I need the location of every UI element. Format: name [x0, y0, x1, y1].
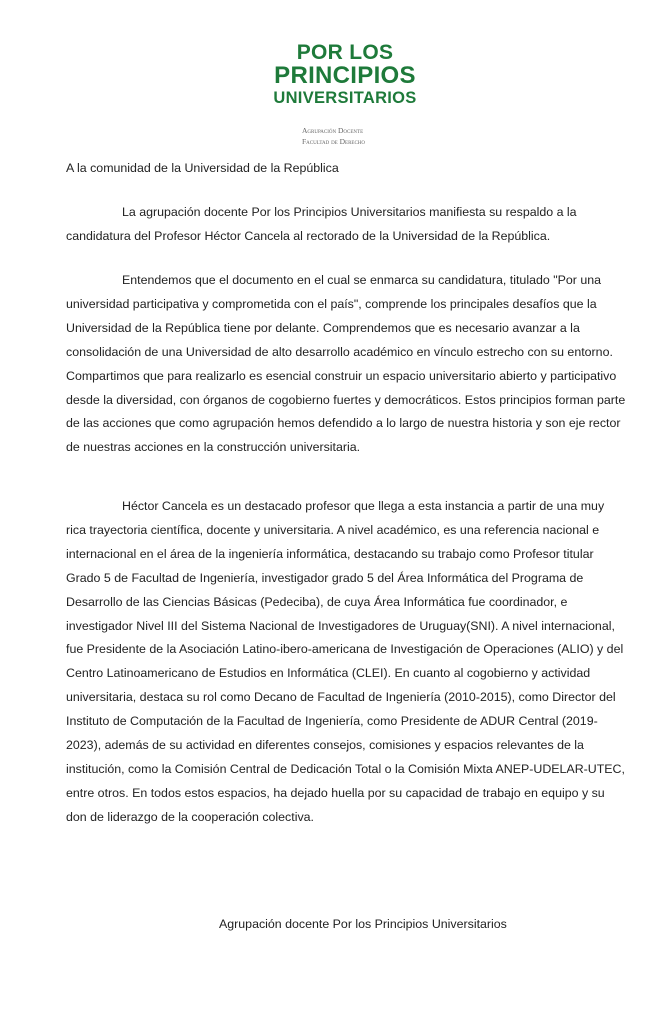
signature: Agrupación docente Por los Principios Universitarios: [219, 917, 507, 931]
greeting: A la comunidad de la Universidad de la República: [66, 161, 339, 175]
logo-subtitle-2: Facultad de Derecho: [302, 136, 366, 146]
logo-subtitle: [302, 126, 392, 148]
paragraph-2-text: Entendemos que el documento en el cual se enmarca su candidatura, titulado "Por una universidad participativa y comprometida con el país", comprende los principales desafíos que la Universidad de la República tiene por delante. Comprendemos que es necesario avanzar a la consolidación de una Universidad de alto desarrollo académico en vínculo estrecho con su entorno. Compartimos que para realizarlo es esencial construir un espacio universitario abierto y participativo desde la diversidad, con órganos de cogobierno fuertes y democráticos. Estos principios forman parte de las acciones que como agrupación hemos defendido a lo largo de nuestra historia y son eje rector de nuestras acciones en la construcción universitaria.: [66, 273, 626, 455]
paragraph-3: [66, 495, 626, 830]
logo-subtitle-1: Agrupación Docente: [302, 126, 364, 135]
paragraph-2: [66, 269, 626, 460]
paragraph-3-text: Héctor Cancela es un destacado profesor que llega a esta instancia a partir de una muy rica trayectoria científica, docente y universitaria. A nivel académico, es una referencia nacional e internacional en el área de la ingeniería informática, destacando su trabajo como Profesor titular Grado 5 de Facultad de Ingeniería, investigador grado 5 del Área Informática del Programa de Desarrollo de las Ciencias Básicas (Pedeciba), de cuya Área Informática fue coordinador, e investigador Nivel III del Sistema Nacional de Investigadores de Uruguay(SNI). A nivel internacional, fue Presidente de la Asociación Latino-ibero-americana de Investigación de Operaciones (ALIO) y del Centro Latinoamericano de Estudios en Informática (CLEI). En cuanto al cogobierno y actividad universitaria, destaca su rol como Decano de Facultad de Ingeniería (2010-2015), como Director del Instituto de Computación de la Facultad de Ingeniería, como Presidente de ADUR Central (2019-2023), además de su actividad en diferentes consejos, comisiones y espacios relevantes de la institución, como la Comisión Central de Dedicación Total o la Comisión Mixta ANEP-UDELAR-UTEC, entre otros. En todos estos espacios, ha dejado huella por su capacidad de trabajo en equipo y su don de liderazgo de la cooperación colectiva.: [66, 499, 625, 824]
paragraph-1-text: La agrupación docente Por los Principios Universitarios manifiesta su respaldo a la candidatura del Profesor Héctor Cancela al rectorado de la Universidad de la República.: [66, 205, 577, 243]
paragraph-1: [66, 201, 626, 249]
logo-line-3: UNIVERSITARIOS: [273, 89, 417, 107]
logo: [255, 42, 435, 107]
logo-line-2: PRINCIPIOS: [274, 62, 416, 89]
logo-line-1: POR LOS: [296, 41, 394, 64]
